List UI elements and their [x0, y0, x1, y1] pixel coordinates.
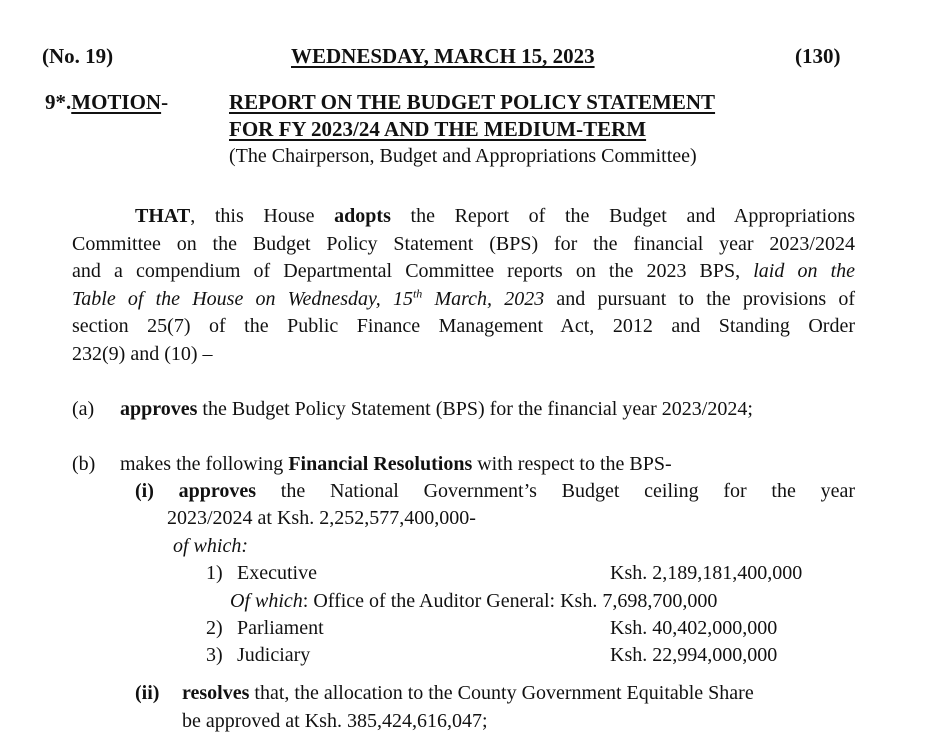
motion-dash: - [161, 90, 169, 114]
sub-ii-marker: (ii) [135, 682, 160, 704]
allocation-executive-amount: Ksh. 2,189,181,400,000 [610, 562, 803, 584]
item-b-marker: (b) [72, 453, 96, 475]
that-keyword: THAT [135, 205, 191, 227]
body-line2: Committee on the Budget Policy Statement (BPS) for the financial year 2023/2024 [72, 233, 855, 255]
of-which-label: of which: [173, 535, 248, 557]
sitting-date: WEDNESDAY, MARCH 15, 2023 [291, 44, 595, 68]
allocation-judiciary-num: 3) [206, 644, 223, 666]
order-number: 9*. [45, 90, 72, 114]
allocation-executive-label: Executive [237, 562, 317, 584]
motion-label: MOTION [71, 90, 162, 114]
body-line1: THAT, this House adopts the Report of the Budget and Appropriations [135, 205, 855, 227]
sub-ii-line2: be approved at Ksh. 385,424,616,047; [182, 710, 488, 732]
body-line6: 232(9) and (10) – [72, 343, 213, 365]
gazette-number: (No. 19) [42, 44, 114, 68]
motion-title-line2: FOR FY 2023/24 AND THE MEDIUM-TERM [229, 117, 647, 141]
item-a-text: approves the Budget Policy Statement (BPS) for the financial year 2023/2024; [120, 398, 753, 420]
auditor-general-line: Of which: Office of the Auditor General: Ksh. 7,698,700,000 [230, 590, 718, 612]
body-line4: Table of the House on Wednesday, 15th March, 2023 and pursuant to the provisions of [72, 286, 855, 310]
body-line3: and a compendium of Departmental Committee reports on the 2023 BPS, laid on the [72, 260, 856, 282]
sub-ii-line1: resolves that, the allocation to the County Government Equitable Share [182, 682, 754, 704]
allocation-judiciary-amount: Ksh. 22,994,000,000 [610, 644, 778, 666]
body-line5: section 25(7) of the Public Finance Management Act, 2012 and Standing Order [72, 315, 855, 337]
motion-heading [45, 90, 168, 115]
sub-i-line1: (i) approves the National Government’s Budget ceiling for the year [135, 480, 855, 502]
allocation-parliament-num: 2) [206, 617, 223, 639]
item-a-marker: (a) [72, 398, 95, 420]
page-number: (130) [795, 44, 841, 68]
motion-title-line1: REPORT ON THE BUDGET POLICY STATEMENT [229, 90, 716, 114]
allocation-parliament-label: Parliament [237, 617, 324, 639]
allocation-executive-num: 1) [206, 562, 223, 584]
allocation-parliament-amount: Ksh. 40,402,000,000 [610, 617, 778, 639]
allocation-judiciary-label: Judiciary [237, 644, 311, 666]
sub-i-line2: 2023/2024 at Ksh. 2,252,577,400,000- [167, 507, 476, 529]
adopts-keyword: adopts [334, 205, 391, 227]
item-b-text: makes the following Financial Resolutions with respect to the BPS- [120, 453, 672, 475]
motion-mover: (The Chairperson, Budget and Appropriations Committee) [229, 145, 697, 167]
